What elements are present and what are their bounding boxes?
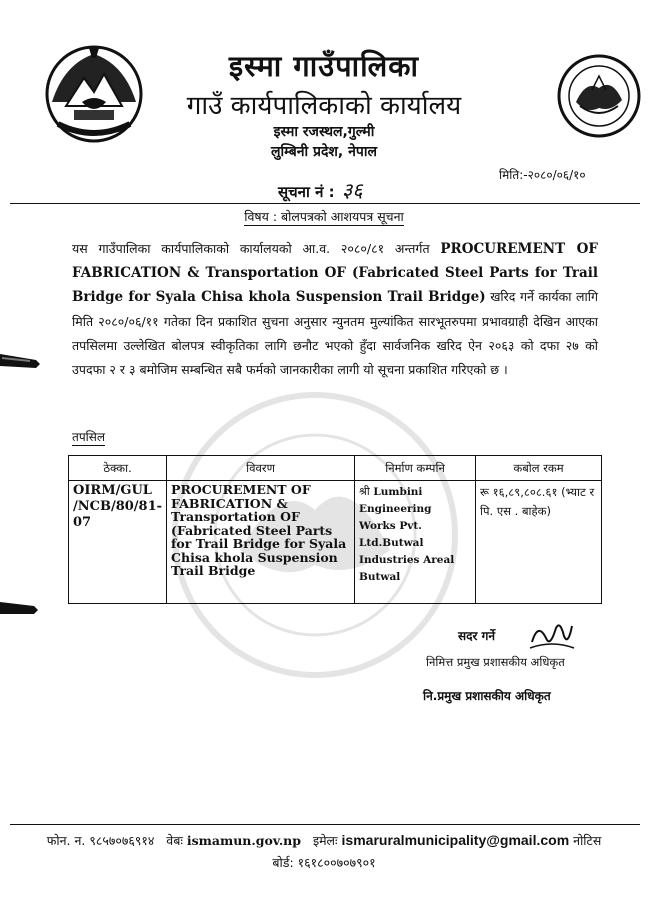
notice-number-label: सूचना नं :: [278, 183, 335, 201]
office-name: गाउँ कार्यपालिकाको कार्यालय: [186, 91, 462, 121]
footer-divider: [10, 824, 640, 825]
chief-officer-title: नि.प्रमुख प्रशासकीय अधिकृत: [423, 689, 551, 703]
notice-label: नोटिस: [573, 833, 602, 848]
acting-officer-title: निमित्त प्रमुख प्रशासकीय अधिकृत: [426, 655, 565, 669]
notice-body: [72, 237, 598, 382]
website-link[interactable]: ismamun.gov.np: [186, 833, 302, 848]
phone-label: फोन. न.: [46, 833, 90, 848]
subject-text: विषय : बोलपत्रको आशयपत्र सूचना: [244, 209, 404, 224]
body-text-2: खरिद गर्ने कार्यका लागि मिति २०८०/०६/११ गतेका दिन प्रकाशित सुचना अनुसार न्युनतम मुल्यांकित सारभूतरुपमा प्रभावग्राही देखिन आएका तपसिलमा उल्लेखित बोलपत्र स्वीकृतिका लागि छनौट भएको हुँदा सार्वजनिक खरिद ऐन २०६३ को दफा २७ को उपदफा २ र ३ बमोजिम सम्बन्धित सबै फर्मको जानकारीका लागी यो सूचना प्रकाशित गरिएको छ ।: [72, 289, 598, 378]
cell-description: PROCUREMENT OF FABRICATION & Transportation OF (Fabricated Steel Parts for Trail Bridge for Syala Chisa khola Suspension Trail Bridge: [167, 481, 355, 604]
address-line-1: इस्मा रजस्थल,गुल्मी: [273, 124, 375, 140]
binder-clip-icon: [0, 348, 40, 374]
col-header-company: निर्माण कम्पनि: [355, 456, 476, 481]
col-header-description: विवरण: [167, 456, 355, 481]
company-name: Lumbini Engineering Works Pvt. Ltd.Butwal Industries Areal Butwal: [359, 486, 455, 583]
award-table: [68, 455, 602, 604]
table-row: [69, 481, 602, 604]
col-header-contract: ठेक्का.: [69, 456, 167, 481]
table-header-row: [69, 456, 602, 481]
cell-amount: रू १६,८९,८०८.६१ (भ्याट र पि. एस . बाहेक): [476, 481, 602, 604]
binder-clip-icon: [0, 598, 40, 620]
company-prefix: श्री: [359, 485, 370, 498]
approval-label: सदर गर्ने: [458, 629, 495, 643]
cell-company: [355, 481, 476, 604]
details-label: तपसिल: [72, 430, 106, 444]
web-label: वेबः: [166, 833, 187, 848]
body-procurement-title: PROCUREMENT OF FABRICATION & Transportation OF (Fabricated Steel Parts for Trail Bridge for Syala Chisa khola Suspension Trail Bridge): [72, 241, 598, 306]
phone-number: ९८५७०७६९१४: [89, 833, 155, 848]
body-text-1: यस गाउँपालिका कार्यपालिकाको कार्यालयको आ.व. २०८०/८१ अन्तर्गत: [72, 241, 441, 256]
email-link[interactable]: ismaruralmunicipality@gmail.com: [341, 832, 570, 848]
col-header-amount: कबोल रकम: [476, 456, 602, 481]
subject-line: [0, 208, 648, 225]
address-line-2: लुम्बिनी प्रदेश, नेपाल: [271, 144, 377, 160]
cell-contract-no: OIRM/GUL /NCB/80/81-07: [69, 481, 167, 604]
email-label: इमेलः: [312, 833, 342, 848]
footer-board-line: बोर्ड: १६१८००७०७९०१: [272, 855, 376, 870]
footer-contact-line: [0, 832, 648, 849]
header-divider: [10, 203, 640, 204]
signature-icon: [528, 618, 576, 654]
notice-number: ३६: [341, 178, 363, 202]
notice-date: मिति:-२०८०/०६/१०: [499, 168, 586, 182]
municipality-title: इस्मा गाउँपालिका: [228, 49, 420, 83]
notice-number-line: [278, 176, 363, 203]
